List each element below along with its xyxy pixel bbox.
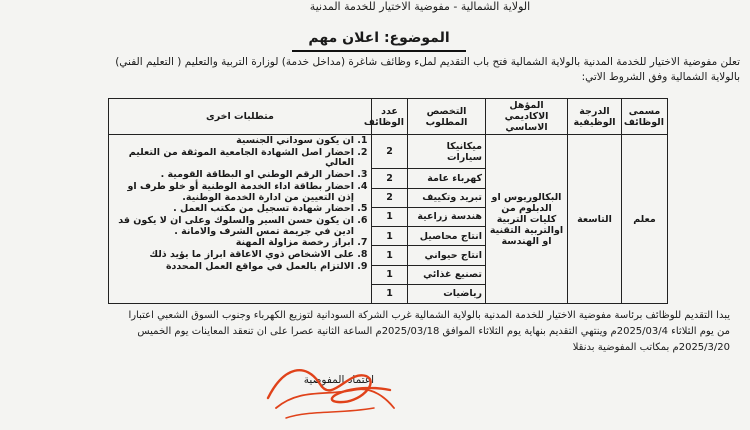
requirements-list [112, 136, 368, 272]
header-count: عدد الوظائف [372, 99, 408, 135]
header-other-requirements: متطلبات اخرى [109, 99, 372, 135]
specialization-cell: انتاج حيواني [408, 246, 486, 265]
job-title-cell: معلم [622, 135, 668, 304]
count-cell: 1 [372, 246, 408, 265]
table-header-row [109, 99, 668, 135]
table-row [109, 135, 668, 169]
specialization-cell: تصنيع غذائي [408, 265, 486, 284]
subject-title: الموضوع: اعلان مهم [292, 30, 466, 52]
header-line: الولاية الشمالية - مفوضية الاختيار للخدمة المدنية [309, 0, 531, 13]
header-specialization: التخصص المطلوب [408, 99, 486, 135]
qualification-cell: البكالوريوس او الدبلوم من كليات التربية اوالتربية التقنية او الهندسة [486, 135, 568, 304]
specialization-cell: ميكانيكا سيارات [408, 135, 486, 169]
requirement-item: 5. احضار شهادة تسجيل من مكتب العمل . [112, 204, 354, 215]
count-cell: 1 [372, 265, 408, 284]
header-job-title: مسمى الوظائف [622, 99, 668, 135]
requirements-table [108, 98, 668, 304]
header-grade: الدرجة الوظيفية [568, 99, 622, 135]
count-cell: 1 [372, 207, 408, 226]
requirement-item: 4. احضار بطاقة اداء الخدمة الوطنية أو خلو طرف او إذن التعيين من ادارة الخدمة الوطنية. [112, 182, 354, 203]
specialization-cell: هندسة زراعية [408, 207, 486, 226]
requirement-item: 1. ان يكون سوداني الجنسية [112, 136, 354, 147]
count-cell: 1 [372, 284, 408, 303]
count-cell: 1 [372, 227, 408, 246]
count-cell: 2 [372, 169, 408, 188]
grade-cell: التاسعة [568, 135, 622, 304]
count-cell: 2 [372, 135, 408, 169]
count-cell: 2 [372, 188, 408, 207]
intro-paragraph: تعلن مفوضية الاختيار للخدمة المدنية بالولاية الشمالية فتح باب التقديم لملء وظائف شاغرة (مداخل خدمة) لوزارة التربية والتعليم ( التعليم الفني) بالولاية الشمالية وفق الشروط الاتي: [115, 56, 740, 83]
specialization-cell: رياضيات [408, 284, 486, 303]
header-qualification: المؤهل الاكاديمي الاساسي [486, 99, 568, 135]
requirement-item: 3. احضار الرقم الوطني او البطاقة القومية . [112, 170, 354, 181]
footer-paragraph: يبدا التقديم للوظائف برئاسة مفوضية الاختيار للخدمة المدنية بالولاية الشمالية غرب الشركة السودانية لتوزيع الكهرباء وجنوب السوق الشعبي اعتبارا من يوم الثلاثاء 2025/03/4م وينتهي التقديم بنهاية يوم الثلاثاء الموافق 2025/03/18م الساعة الثانية عصرا على ان تنعقد المعاينات يوم الخميس 2025/3/20م بمكاتب المفوضية بدنقلا [128, 310, 730, 353]
requirement-item: 2. احضار اصل الشهادة الجامعية الموثقة من التعليم العالي [112, 148, 354, 169]
requirement-item: 7. ابراز رخصة مزاولة المهنة [112, 238, 354, 249]
requirement-item: 6. ان يكون حسن السير والسلوك وعلى ان لا يكون قد ادين في جريمة تمس الشرف والامانة . [112, 216, 354, 237]
specialization-cell: تبريد وتكييف [408, 188, 486, 207]
specialization-cell: انتاج محاصيل [408, 227, 486, 246]
signature-label: اعتماد المفوضية [303, 374, 374, 386]
specialization-cell: كهرباء عامة [408, 169, 486, 188]
other-requirements-cell [109, 135, 372, 304]
requirement-item: 8. على الاشخاص ذوي الاعاقة ابراز ما يؤيد ذلك [112, 250, 354, 261]
requirement-item: 9. الالتزام بالعمل في مواقع العمل المحددة [112, 262, 354, 273]
handwritten-signature [262, 352, 402, 430]
